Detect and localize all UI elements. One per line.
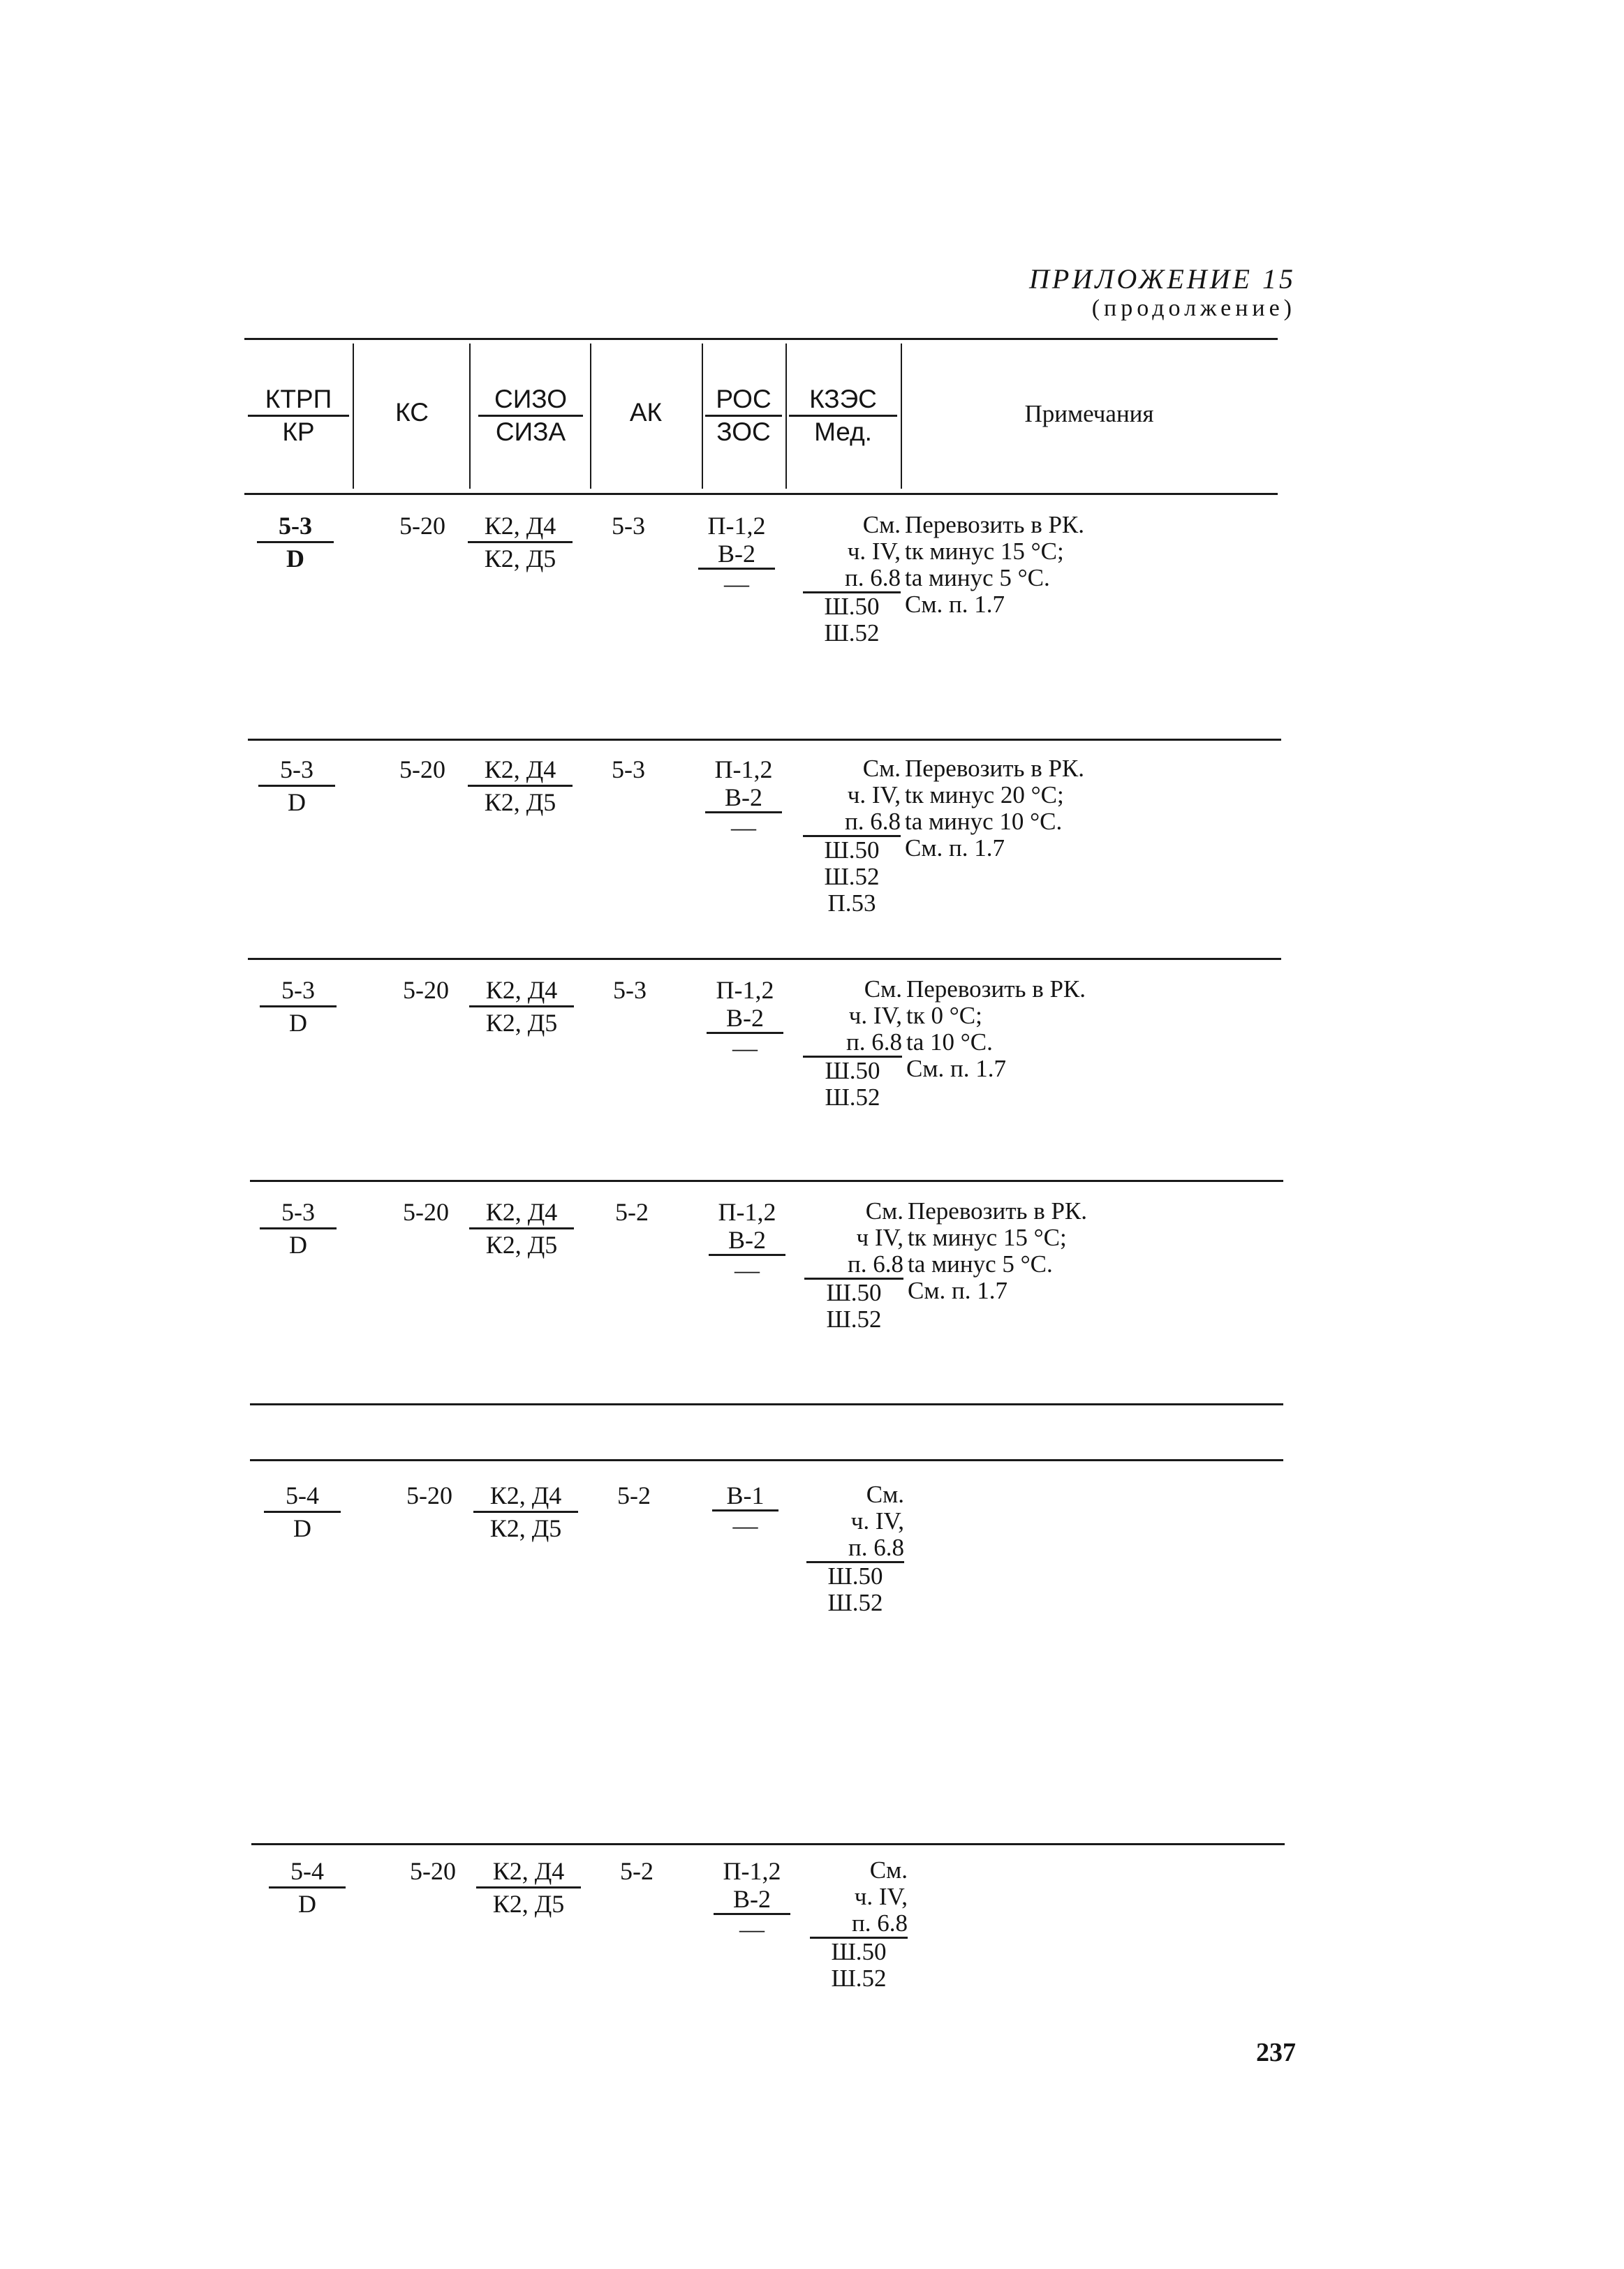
sizo-siza: К2, Д4 К2, Д5 xyxy=(469,976,574,1037)
sizo-siza: К2, Д4 К2, Д5 xyxy=(469,1198,574,1259)
header-bottom-rule xyxy=(244,493,1278,495)
ak-value: 5-3 xyxy=(613,976,647,1004)
header-sep-6 xyxy=(901,343,902,489)
kzes-med: См. ч. IV, п. 6.8 Ш.50 Ш.52 xyxy=(810,1857,908,1992)
sizo-siza: К2, Д4 К2, Д5 xyxy=(476,1857,581,1918)
header-sep-5 xyxy=(785,343,787,489)
header-ak: АК xyxy=(629,398,663,427)
header-sep-4 xyxy=(702,343,703,489)
ros-zos: П-1,2 В-2 — xyxy=(714,1857,790,1943)
ros-zos: П-1,2 В-2 — xyxy=(705,755,782,841)
kzes-med: См. ч. IV, п. 6.8 Ш.50 Ш.52 П.53 xyxy=(803,755,901,917)
page-number: 237 xyxy=(1256,2038,1296,2067)
ktrp-kr: $\frac{5-3}{D}$ xyxy=(257,512,334,572)
header-ros-zos: РОС ЗОС xyxy=(705,385,782,446)
ros-zos: П-1,2 В-2 — xyxy=(707,976,783,1062)
appendix-subtitle: (продолжение) xyxy=(1091,295,1296,321)
row-rule-2 xyxy=(248,958,1281,960)
row-rule-3 xyxy=(250,1180,1283,1182)
ktrp-kr: $\frac{5-4}{D}$ xyxy=(269,1857,346,1918)
ktrp-kr: $\frac{5-3}{D}$ xyxy=(260,976,337,1037)
appendix-title: ПРИЛОЖЕНИЕ 15 xyxy=(1029,263,1296,295)
sizo-siza: К2, Д4 К2, Д5 xyxy=(468,755,573,816)
ak-value: 5-2 xyxy=(615,1198,649,1226)
kzes-med: См. ч. IV, п. 6.8 Ш.50 Ш.52 xyxy=(803,976,902,1111)
appendix-heading xyxy=(1029,264,1296,323)
header-ktrp-kr: КТРП КР xyxy=(248,385,349,446)
header-kzes-med: КЗЭС Мед. xyxy=(789,385,897,446)
ros-zos: П-1,2 В-2 — xyxy=(698,512,775,598)
notes: Перевозить в РК. tк минус 15 °С; tа минус 5 °С. См. п. 1.7 xyxy=(908,1197,1088,1304)
header-sep-3 xyxy=(590,343,591,489)
header-sep-2 xyxy=(469,343,471,489)
header-notes: Примечания xyxy=(1024,400,1154,427)
ks-value: 5-20 xyxy=(403,976,449,1004)
row-rule-1 xyxy=(248,739,1281,741)
ros-zos: В-1 — xyxy=(712,1481,778,1539)
ks-value: 5-20 xyxy=(410,1857,456,1885)
kzes-med: См. ч. IV, п. 6.8 Ш.50 Ш.52 xyxy=(803,512,901,646)
ak-value: 5-3 xyxy=(612,755,645,783)
sizo-siza: К2, Д4 К2, Д5 xyxy=(473,1481,578,1542)
kzes-med: См. ч. IV, п. 6.8 Ш.50 Ш.52 xyxy=(806,1481,904,1616)
header-sep-1 xyxy=(353,343,354,489)
notes: Перевозить в РК. tк 0 °С; tа 10 °С. См. п. 1.7 xyxy=(906,975,1086,1082)
table-top-rule xyxy=(244,338,1278,340)
ros-zos: П-1,2 В-2 — xyxy=(709,1198,785,1284)
ak-value: 5-2 xyxy=(620,1857,654,1885)
header-sizo-siza: СИЗО СИЗА xyxy=(478,385,583,446)
ktrp-kr: $\frac{5-4}{D}$ xyxy=(264,1481,341,1542)
row-rule-4b xyxy=(250,1459,1283,1461)
ks-value: 5-20 xyxy=(399,755,445,783)
notes: Перевозить в РК. tк минус 15 °С; tа минус 5 °С. См. п. 1.7 xyxy=(905,511,1085,618)
notes: Перевозить в РК. tк минус 20 °С; tа минус 10 °С. См. п. 1.7 xyxy=(905,755,1085,862)
kzes-med: См. ч IV, п. 6.8 Ш.50 Ш.52 xyxy=(804,1198,903,1333)
ktrp-kr: $\frac{5-3}{D}$ xyxy=(260,1198,337,1259)
ak-value: 5-2 xyxy=(617,1481,651,1509)
header-ks: КС xyxy=(395,398,429,427)
sizo-siza: К2, Д4 К2, Д5 xyxy=(468,512,573,572)
ktrp-kr: $\frac{5-3}{D}$ xyxy=(258,755,335,816)
row-rule-4a xyxy=(250,1403,1283,1405)
ks-value: 5-20 xyxy=(399,512,445,540)
ks-value: 5-20 xyxy=(403,1198,449,1226)
row-rule-5 xyxy=(251,1843,1285,1845)
ks-value: 5-20 xyxy=(406,1481,452,1509)
ak-value: 5-3 xyxy=(612,512,645,540)
